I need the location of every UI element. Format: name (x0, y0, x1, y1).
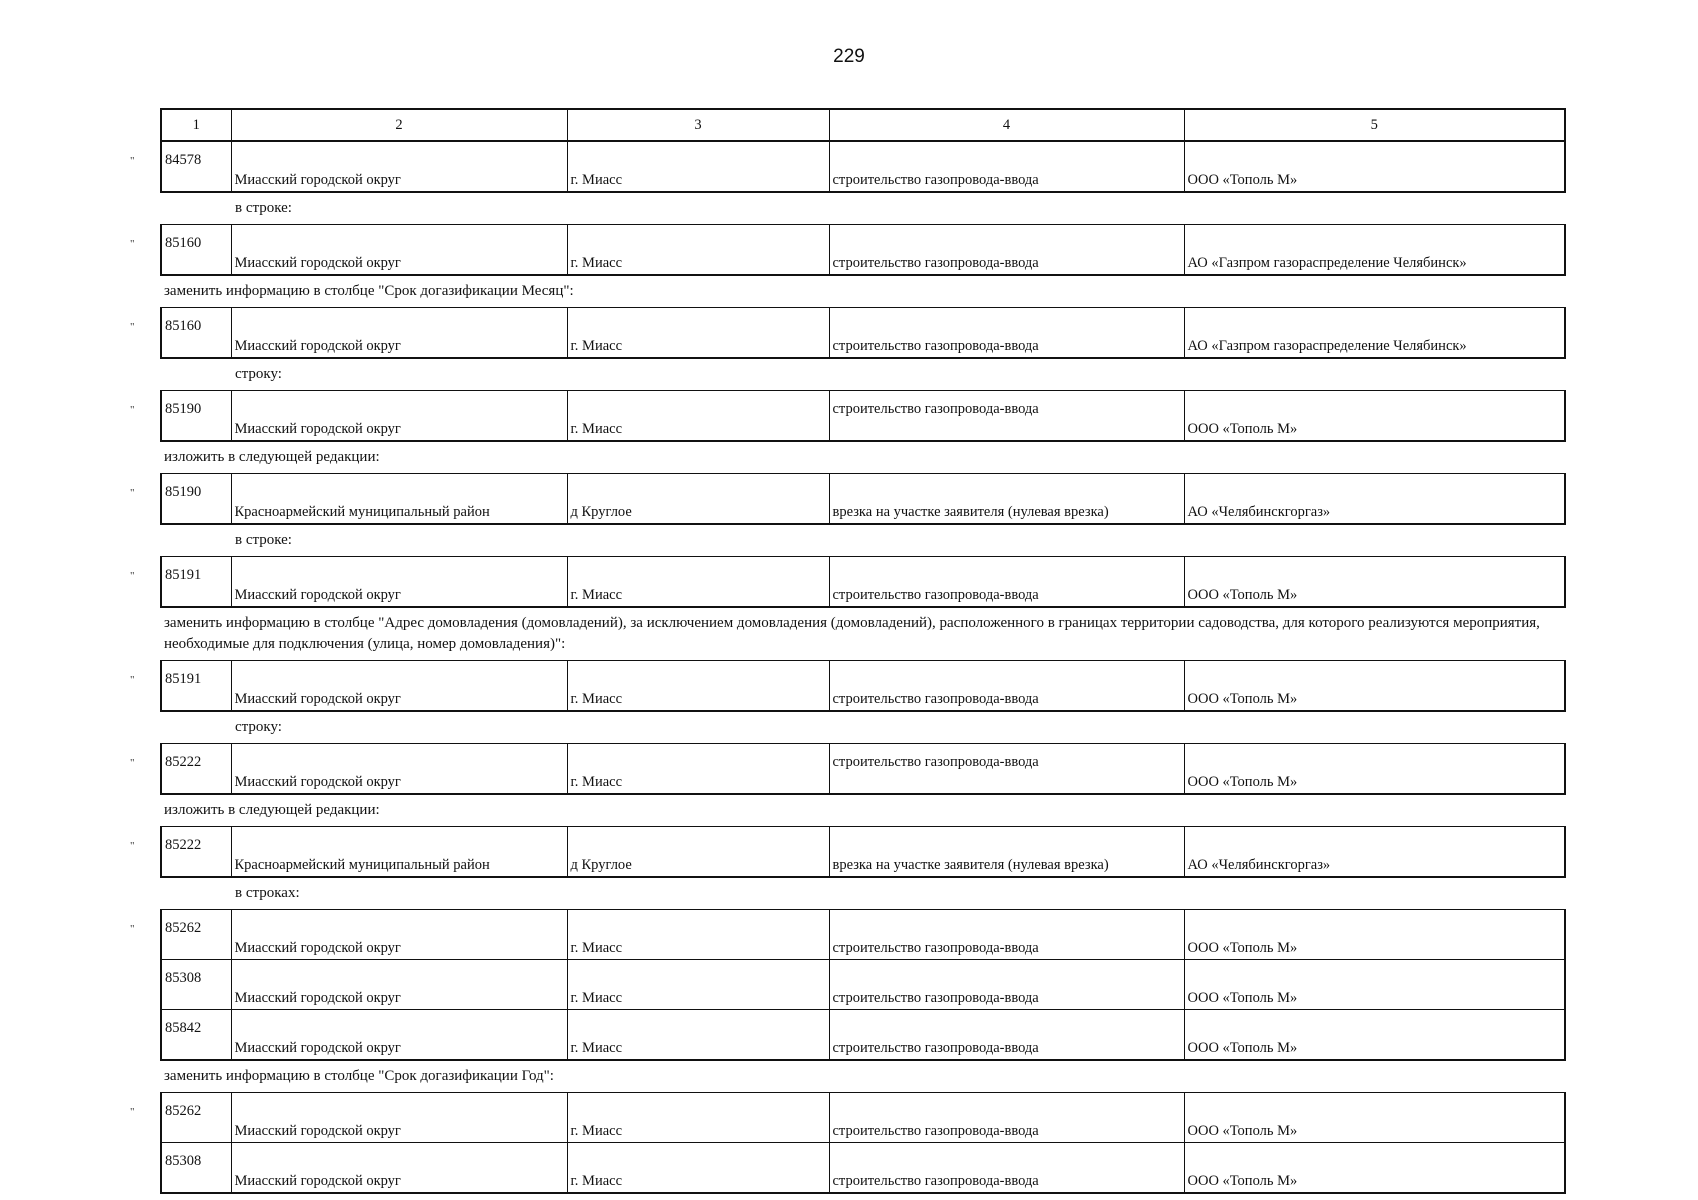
data-table (160, 743, 1566, 795)
organization-cell: ООО «Тополь М» (1184, 1010, 1565, 1061)
organization-cell: ООО «Тополь М» (1184, 557, 1565, 608)
municipality-cell: Красноармейский муниципальный район (231, 474, 567, 525)
table-row (161, 474, 1565, 525)
settlement-cell: д Круглое (567, 827, 829, 878)
data-table (160, 224, 1566, 276)
quote-mark: " (130, 1106, 135, 1118)
row-block (130, 141, 1564, 193)
row-id-cell: 85222 (161, 827, 231, 878)
work-type-cell: строительство газопровода-ввода (829, 225, 1184, 276)
settlement-cell: г. Миасс (567, 142, 829, 193)
row-id-cell: 85160 (161, 308, 231, 359)
table-row (161, 308, 1565, 359)
data-table (160, 473, 1566, 525)
row-id-cell: 85262 (161, 1093, 231, 1143)
settlement-cell: г. Миасс (567, 1143, 829, 1194)
settlement-cell: г. Миасс (567, 1093, 829, 1143)
work-type-cell: строительство газопровода-ввода (829, 960, 1184, 1010)
municipality-cell: Красноармейский муниципальный район (231, 827, 567, 878)
municipality-cell: Миасский городской округ (231, 557, 567, 608)
municipality-cell: Миасский городской округ (231, 142, 567, 193)
table-row (161, 910, 1565, 960)
municipality-cell: Миасский городской округ (231, 960, 567, 1010)
amendment-instruction: изложить в следующей редакции: (164, 802, 380, 818)
quote-mark: " (130, 487, 135, 499)
table-row (161, 661, 1565, 712)
municipality-cell: Миасский городской округ (231, 1010, 567, 1061)
row-block (130, 556, 1564, 608)
work-type-cell: строительство газопровода-ввода (829, 661, 1184, 712)
work-type-cell: строительство газопровода-ввода (829, 391, 1184, 442)
column-number-3: 3 (567, 109, 829, 141)
settlement-cell: г. Миасс (567, 960, 829, 1010)
data-table (160, 307, 1566, 359)
data-table (160, 909, 1566, 1061)
amendment-instruction: в строке: (235, 200, 292, 216)
work-type-cell: строительство газопровода-ввода (829, 308, 1184, 359)
document-content (130, 108, 1564, 1194)
organization-cell: АО «Газпром газораспределение Челябинск» (1184, 308, 1565, 359)
municipality-cell: Миасский городской округ (231, 744, 567, 795)
municipality-cell: Миасский городской округ (231, 308, 567, 359)
column-number-2: 2 (231, 109, 567, 141)
municipality-cell: Миасский городской округ (231, 661, 567, 712)
settlement-cell: д Круглое (567, 474, 829, 525)
table-row (161, 744, 1565, 795)
settlement-cell: г. Миасс (567, 1010, 829, 1061)
row-id-cell: 85190 (161, 391, 231, 442)
quote-mark: " (130, 923, 135, 935)
row-id-cell: 85190 (161, 474, 231, 525)
data-table (160, 141, 1566, 193)
row-block (130, 660, 1564, 712)
row-block (130, 909, 1564, 1061)
table-row (161, 960, 1565, 1010)
table-row (161, 827, 1565, 878)
work-type-cell: строительство газопровода-ввода (829, 910, 1184, 960)
organization-cell: ООО «Тополь М» (1184, 142, 1565, 193)
column-number-5: 5 (1184, 109, 1565, 141)
organization-cell: АО «Газпром газораспределение Челябинск» (1184, 225, 1565, 276)
amendment-instruction: строку: (235, 719, 282, 735)
row-block (130, 307, 1564, 359)
quote-mark: " (130, 757, 135, 769)
quote-mark: " (130, 674, 135, 686)
row-id-cell: 85842 (161, 1010, 231, 1061)
row-block (130, 390, 1564, 442)
quote-mark: " (130, 404, 135, 416)
work-type-cell: строительство газопровода-ввода (829, 1093, 1184, 1143)
column-number-1: 1 (161, 109, 231, 141)
settlement-cell: г. Миасс (567, 391, 829, 442)
organization-cell: ООО «Тополь М» (1184, 661, 1565, 712)
row-id-cell: 85222 (161, 744, 231, 795)
organization-cell: АО «Челябинскгоргаз» (1184, 474, 1565, 525)
settlement-cell: г. Миасс (567, 225, 829, 276)
page-number: 229 (833, 46, 865, 67)
column-header-table (160, 108, 1566, 141)
quote-mark: " (130, 321, 135, 333)
work-type-cell: врезка на участке заявителя (нулевая врезка) (829, 474, 1184, 525)
settlement-cell: г. Миасс (567, 744, 829, 795)
settlement-cell: г. Миасс (567, 557, 829, 608)
table-row (161, 1143, 1565, 1194)
settlement-cell: г. Миасс (567, 910, 829, 960)
data-table (160, 1092, 1566, 1194)
amendment-instruction: изложить в следующей редакции: (164, 449, 380, 465)
quote-mark: " (130, 155, 135, 167)
municipality-cell: Миасский городской округ (231, 910, 567, 960)
quote-mark: " (130, 570, 135, 582)
organization-cell: ООО «Тополь М» (1184, 744, 1565, 795)
work-type-cell: строительство газопровода-ввода (829, 1143, 1184, 1194)
row-id-cell: 85308 (161, 1143, 231, 1194)
amendment-instruction: в строках: (235, 885, 300, 901)
municipality-cell: Миасский городской округ (231, 391, 567, 442)
quote-mark: " (130, 238, 135, 250)
data-table (160, 660, 1566, 712)
table-row (161, 225, 1565, 276)
municipality-cell: Миасский городской округ (231, 225, 567, 276)
amendment-instruction: заменить информацию в столбце "Срок догазификации Год": (164, 1068, 554, 1084)
work-type-cell: строительство газопровода-ввода (829, 744, 1184, 795)
table-row (161, 391, 1565, 442)
settlement-cell: г. Миасс (567, 661, 829, 712)
work-type-cell: врезка на участке заявителя (нулевая врезка) (829, 827, 1184, 878)
row-id-cell: 85262 (161, 910, 231, 960)
row-id-cell: 85308 (161, 960, 231, 1010)
work-type-cell: строительство газопровода-ввода (829, 142, 1184, 193)
organization-cell: ООО «Тополь М» (1184, 960, 1565, 1010)
organization-cell: АО «Челябинскгоргаз» (1184, 827, 1565, 878)
amendment-instruction: заменить информацию в столбце "Адрес домовладения (домовладений), за исключением домовладения (домовладений), расположенного в границах территории садоводства, для которого реализуются мероприятия, необходимые для подключения (улица, номер домовладения)": (164, 615, 1540, 652)
work-type-cell: строительство газопровода-ввода (829, 1010, 1184, 1061)
table-row (161, 557, 1565, 608)
data-table (160, 390, 1566, 442)
row-block (130, 224, 1564, 276)
table-row (161, 1010, 1565, 1061)
table-row (161, 1093, 1565, 1143)
row-block (130, 1092, 1564, 1194)
row-block (130, 743, 1564, 795)
amendment-instruction: заменить информацию в столбце "Срок догазификации Месяц": (164, 283, 574, 299)
organization-cell: ООО «Тополь М» (1184, 391, 1565, 442)
row-id-cell: 85160 (161, 225, 231, 276)
row-block (130, 826, 1564, 878)
amendment-instruction: в строке: (235, 532, 292, 548)
municipality-cell: Миасский городской округ (231, 1143, 567, 1194)
row-id-cell: 84578 (161, 142, 231, 193)
quote-mark: " (130, 840, 135, 852)
header-row (161, 109, 1565, 141)
settlement-cell: г. Миасс (567, 308, 829, 359)
row-id-cell: 85191 (161, 557, 231, 608)
table-row (161, 142, 1565, 193)
organization-cell: ООО «Тополь М» (1184, 1143, 1565, 1194)
municipality-cell: Миасский городской округ (231, 1093, 567, 1143)
amendment-instruction: строку: (235, 366, 282, 382)
row-id-cell: 85191 (161, 661, 231, 712)
data-table (160, 826, 1566, 878)
work-type-cell: строительство газопровода-ввода (829, 557, 1184, 608)
organization-cell: ООО «Тополь М» (1184, 1093, 1565, 1143)
row-block (130, 473, 1564, 525)
column-number-4: 4 (829, 109, 1184, 141)
data-table (160, 556, 1566, 608)
organization-cell: ООО «Тополь М» (1184, 910, 1565, 960)
